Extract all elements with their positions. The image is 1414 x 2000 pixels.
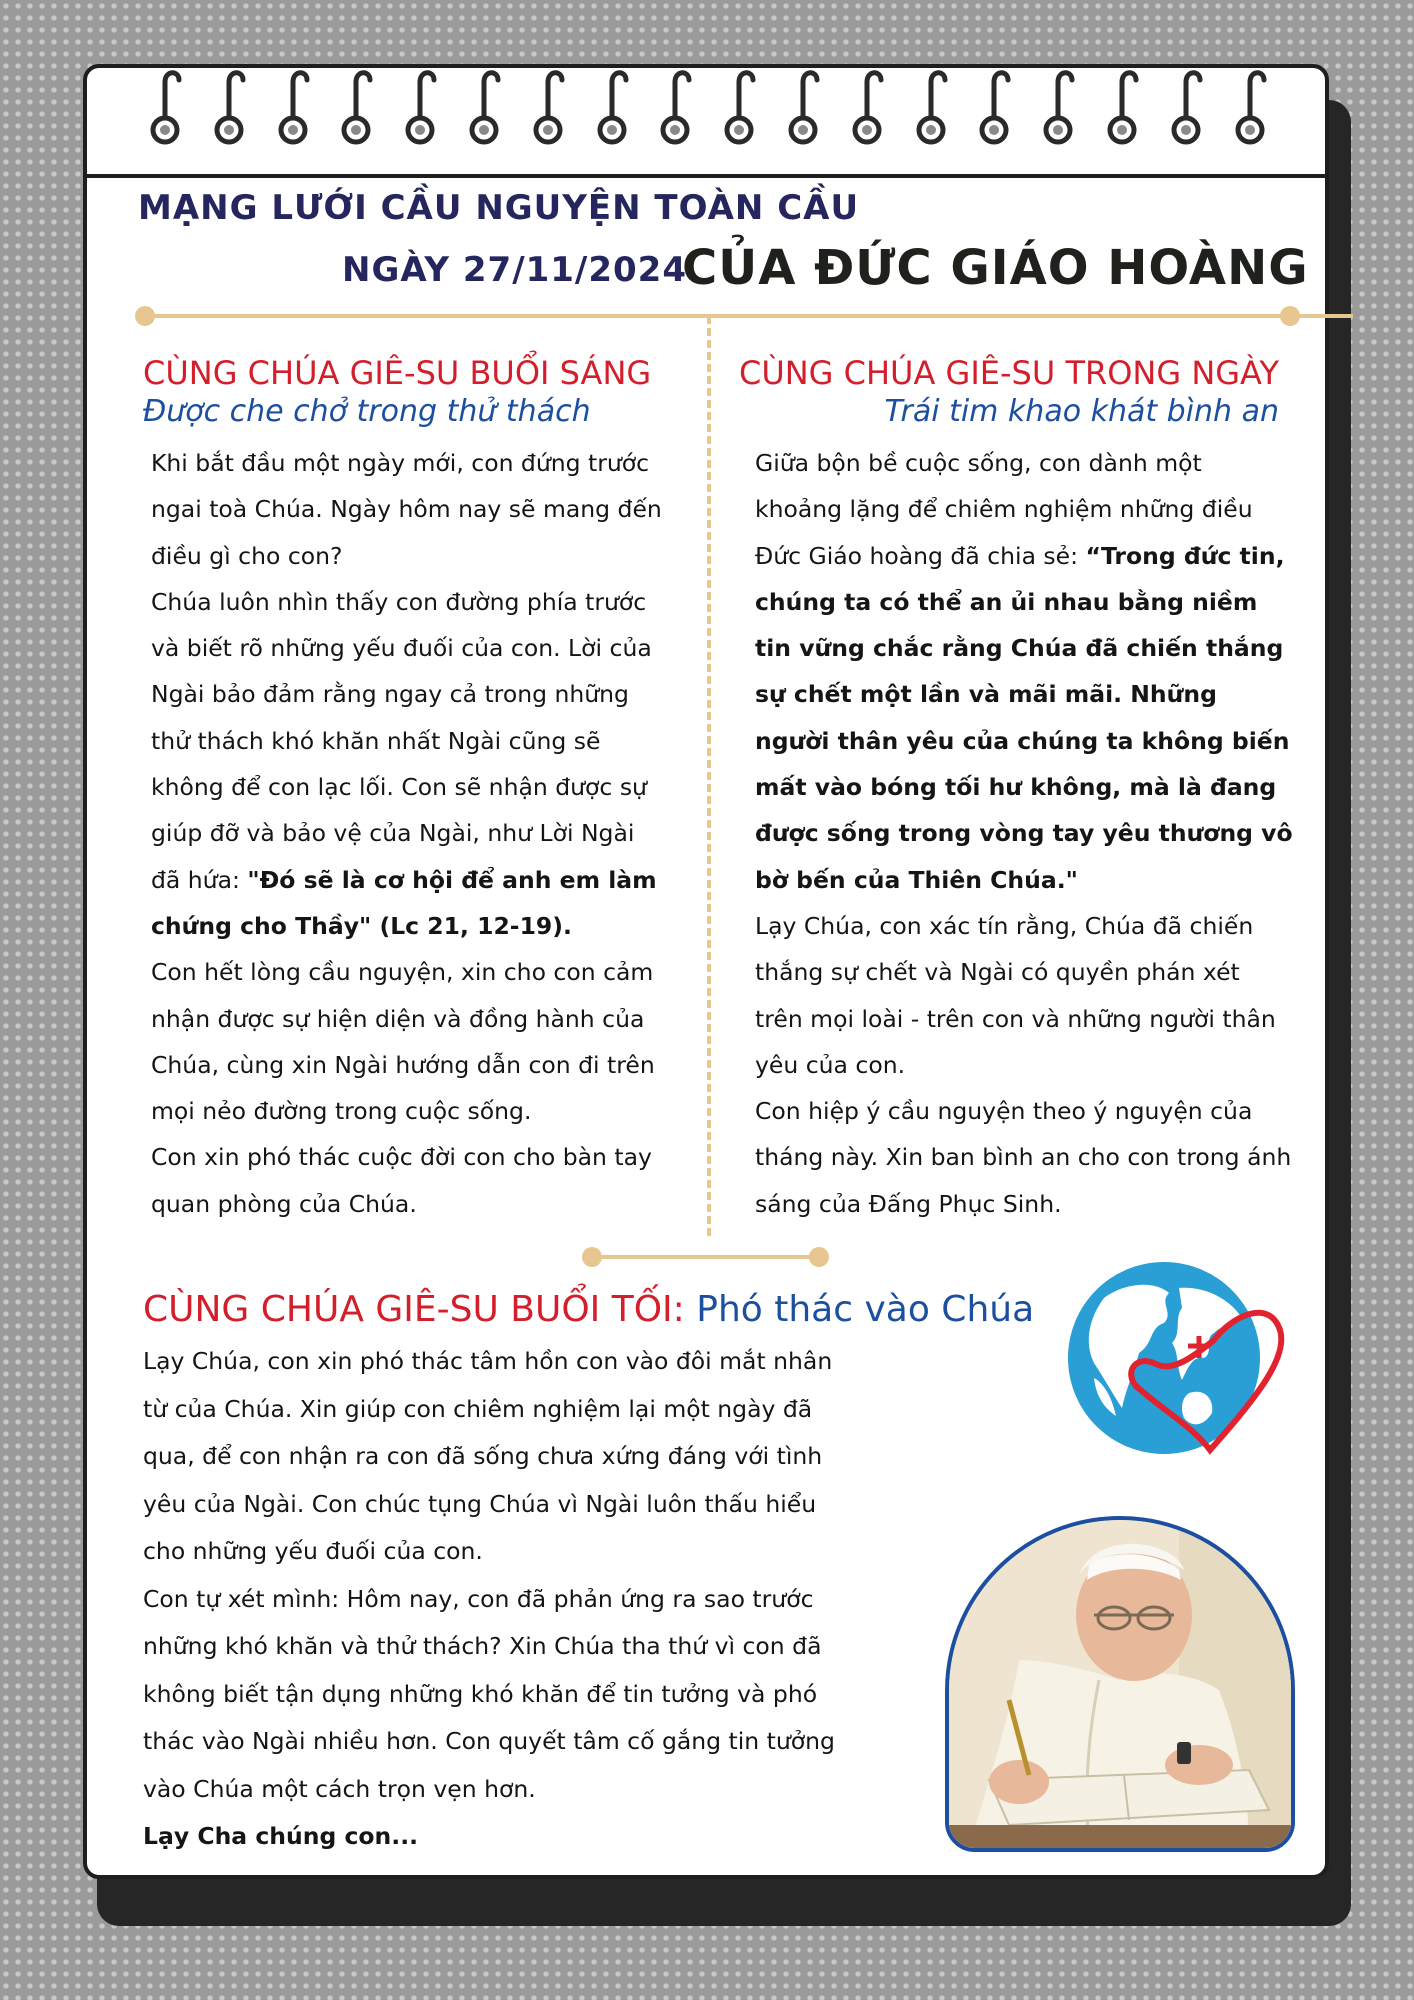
spiral-ring-icon [402, 68, 438, 148]
spiral-ring-icon [657, 68, 693, 148]
morning-title: CÙNG CHÚA GIÊ-SU BUỔI SÁNG [143, 354, 652, 392]
spiral-ring-icon [594, 68, 630, 148]
day-paragraph-text: Giữa bộn bề cuộc sống, con dành một khoảng lặng để chiêm nghiệm những điều Đức Giáo hoàng đã chia sẻ: [755, 449, 1253, 570]
day-pope-quote: “Trong đức tin, chúng ta có thể an ủi nhau bằng niềm tin vững chắc rằng Chúa đã chiến thắng sự chết một lần và mãi mãi. Những người thân yêu của chúng ta không biến mất vào bóng tối hư không, mà là đang được sống trong vòng tay yêu thương vô bờ bến của Thiên Chúa." [755, 541, 1293, 894]
spiral-ring-icon [785, 68, 821, 148]
morning-body [151, 440, 667, 1227]
pope-writing-photo [945, 1516, 1295, 1852]
divider-dot-right [1280, 306, 1300, 326]
evening-paragraph: Con tự xét mình: Hôm nay, con đã phản ứng ra sao trước những khó khăn và thử thách? Xin Chúa tha thứ vì con đã không biết tận dụng những khó khăn để tin tưởng và phó thác vào Ngài nhiều hơn. Con quyết tâm cố gắng tin tưởng vào Chúa một cách trọn vẹn hơn. [143, 1584, 835, 1803]
section-divider [592, 1255, 822, 1259]
spiral-ring-icon [211, 68, 247, 148]
spiral-ring-icon [1040, 68, 1076, 148]
spiral-ring-icon [849, 68, 885, 148]
spiral-ring-icon [976, 68, 1012, 148]
spiral-ring-icon [1104, 68, 1140, 148]
header-divider [143, 314, 1353, 318]
spiral-ring-icon [275, 68, 311, 148]
morning-paragraph: Con xin phó thác cuộc đời con cho bàn tay quan phòng của Chúa. [151, 1143, 652, 1218]
day-paragraph: Lạy Chúa, con xác tín rằng, Chúa đã chiến thắng sự chết và Ngài có quyền phán xét trên mọi loài - trên con và những người thân yêu của con. [755, 911, 1276, 1079]
morning-paragraph [151, 579, 667, 949]
spiral-ring-icon [338, 68, 374, 148]
column-divider [707, 316, 711, 1236]
spiral-ring-icon [1232, 68, 1268, 148]
morning-paragraph: Khi bắt đầu một ngày mới, con đứng trước ngai toà Chúa. Ngày hôm nay sẽ mang đến điều gì cho con? [151, 449, 662, 570]
notebook-page [83, 64, 1329, 1879]
evening-body [143, 1338, 863, 1861]
section-divider-dot-left [582, 1247, 602, 1267]
page-date: NGÀY 27/11/2024 [342, 250, 687, 290]
morning-paragraph-text: Chúa luôn nhìn thấy con đường phía trước và biết rõ những yếu đuối của con. Lời của Ngài bảo đảm rằng ngay cả trong những thử thách khó khăn nhất Ngài cũng sẽ không để con lạc lối. Con sẽ nhận được sự giúp đỡ và bảo vệ của Ngài, như Lời Ngài đã hứa: [151, 587, 652, 894]
evening-subtitle: Phó thác vào Chúa [696, 1289, 1035, 1330]
spiral-ring-icon [530, 68, 566, 148]
spiral-ring-icon [1168, 68, 1204, 148]
spiral-ring-icon [721, 68, 757, 148]
day-body [755, 440, 1293, 1227]
evening-title [143, 1289, 1034, 1330]
evening-closing-text: Lạy Cha chúng con... [143, 1822, 419, 1850]
day-paragraph: Con hiệp ý cầu nguyện theo ý nguyện của tháng này. Xin ban bình an cho con trong ánh sáng của Đấng Phục Sinh. [755, 1097, 1292, 1218]
spiral-ring-icon [147, 68, 183, 148]
morning-scripture-quote: "Đó sẽ là cơ hội để anh em làm chứng cho Thầy" (Lc 21, 12-19). [151, 865, 657, 940]
spiral-ring-icon [913, 68, 949, 148]
evening-closing [143, 1813, 863, 1861]
evening-paragraph: Lạy Chúa, con xin phó thác tâm hồn con vào đôi mắt nhân từ của Chúa. Xin giúp con chiêm nghiệm lại một ngày đã qua, để con nhận ra con đã sống chưa xứng đáng với tình yêu của Ngài. Con chúc tụng Chúa vì Ngài luôn thấu hiểu cho những yếu đuối của con. [143, 1347, 833, 1565]
section-divider-dot-right [809, 1247, 829, 1267]
morning-paragraph: Con hết lòng cầu nguyện, xin cho con cảm nhận được sự hiện diện và đồng hành của Chúa, cùng xin Ngài hướng dẫn con đi trên mọi nẻo đường trong cuộc sống. [151, 958, 655, 1126]
day-subtitle: Trái tim khao khát bình an [884, 394, 1279, 429]
day-title: CÙNG CHÚA GIÊ-SU TRONG NGÀY [738, 354, 1279, 392]
divider-dot-left [135, 306, 155, 326]
evening-title-label: CÙNG CHÚA GIÊ-SU BUỔI TỐI: [143, 1289, 685, 1330]
page-title-line1: MẠNG LƯỚI CẦU NGUYỆN TOÀN CẦU [138, 188, 860, 228]
binding-rule [87, 174, 1325, 178]
spiral-ring-icon [466, 68, 502, 148]
globe-heart-logo-icon [1064, 1258, 1289, 1468]
page-title-line2: CỦA ĐỨC GIÁO HOÀNG [682, 240, 1309, 296]
morning-subtitle: Được che chở trong thử thách [143, 394, 591, 429]
day-paragraph [755, 440, 1293, 903]
